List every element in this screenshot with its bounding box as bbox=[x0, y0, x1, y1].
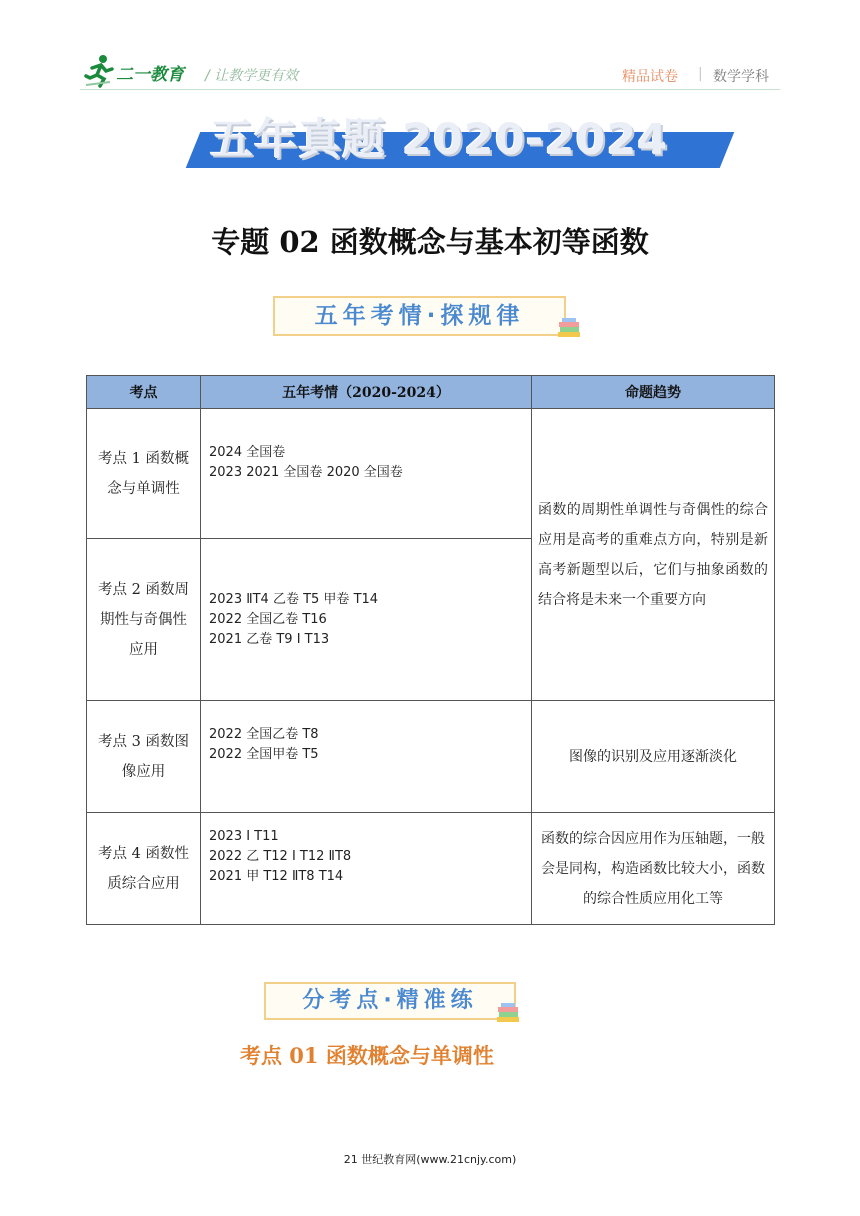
year-line: 2022 乙 T12 Ⅰ T12 ⅡT8 bbox=[209, 849, 352, 864]
year-line: 2022 全国乙卷 T16 bbox=[209, 611, 327, 627]
trend-cell: 函数的周期性单调性与奇偶性的综合应用是高考的重难点方向，特别是新高考新题型以后，它们与抽象函数的结合将是未来一个重要方向 bbox=[532, 409, 775, 701]
table-header-row bbox=[87, 376, 775, 409]
exam-analysis-table bbox=[86, 375, 775, 925]
kaodian-cell: 考点 4 函数性质综合应用 bbox=[87, 813, 201, 925]
year-line: 2022 全国乙卷 T8 bbox=[209, 727, 319, 742]
table-row bbox=[87, 409, 775, 539]
table-row bbox=[87, 813, 775, 925]
logo-text: 二一教育 bbox=[116, 65, 184, 85]
header-divider bbox=[80, 89, 780, 90]
runner-logo-icon bbox=[84, 54, 114, 88]
column-header: 命题趋势 bbox=[532, 376, 775, 409]
banner-title: 五年真题 2020-2024 bbox=[210, 115, 669, 165]
footer-source: 21 世纪教育网(www.21cnjy.com) bbox=[343, 1153, 517, 1166]
trend-cell: 函数的综合因应用作为压轴题，一般会是同构，构造函数比较大小，函数的综合性质应用化工等 bbox=[532, 813, 775, 925]
years-cell bbox=[201, 701, 532, 813]
trend-cell: 图像的识别及应用逐渐淡化 bbox=[532, 701, 775, 813]
slogan: / 让教学更有效 bbox=[205, 68, 299, 84]
year-line: 2022 全国甲卷 T5 bbox=[209, 747, 319, 762]
kaodian-01-heading: 考点 01 函数概念与单调性 bbox=[240, 1043, 494, 1068]
column-header: 五年考情（2020-2024） bbox=[201, 376, 532, 409]
year-line: 2021 甲 T12 ⅡT8 T14 bbox=[209, 869, 344, 884]
year-line: 2023 Ⅰ T11 bbox=[209, 829, 279, 844]
books-icon bbox=[556, 318, 582, 340]
section-badge-practice: 分考点·精准练 bbox=[264, 982, 516, 1020]
kaodian-cell: 考点 3 函数图像应用 bbox=[87, 701, 201, 813]
kaodian-cell: 考点 2 函数周期性与奇偶性应用 bbox=[87, 539, 201, 701]
years-cell bbox=[201, 539, 532, 701]
years-cell bbox=[201, 813, 532, 925]
year-line: 2023 ⅡT4 乙卷 T5 甲卷 T14 bbox=[209, 591, 379, 607]
kaodian-cell: 考点 1 函数概念与单调性 bbox=[87, 409, 201, 539]
year-line: 2024 全国卷 bbox=[209, 445, 286, 460]
header-separator: | bbox=[698, 66, 703, 82]
tag-subject: 数学学科 bbox=[713, 69, 769, 85]
years-cell bbox=[201, 409, 532, 539]
table-row bbox=[87, 701, 775, 813]
page-title: 专题 02 函数概念与基本初等函数 bbox=[211, 225, 649, 259]
year-line: 2023 2021 全国卷 2020 全国卷 bbox=[209, 465, 403, 480]
year-line: 2021 乙卷 T9 Ⅰ T13 bbox=[209, 631, 330, 647]
section-badge-trends: 五年考情·探规律 bbox=[273, 296, 566, 336]
tag-premium-paper: 精品试卷 bbox=[622, 69, 678, 85]
column-header: 考点 bbox=[87, 376, 201, 409]
books-icon bbox=[495, 1003, 521, 1025]
